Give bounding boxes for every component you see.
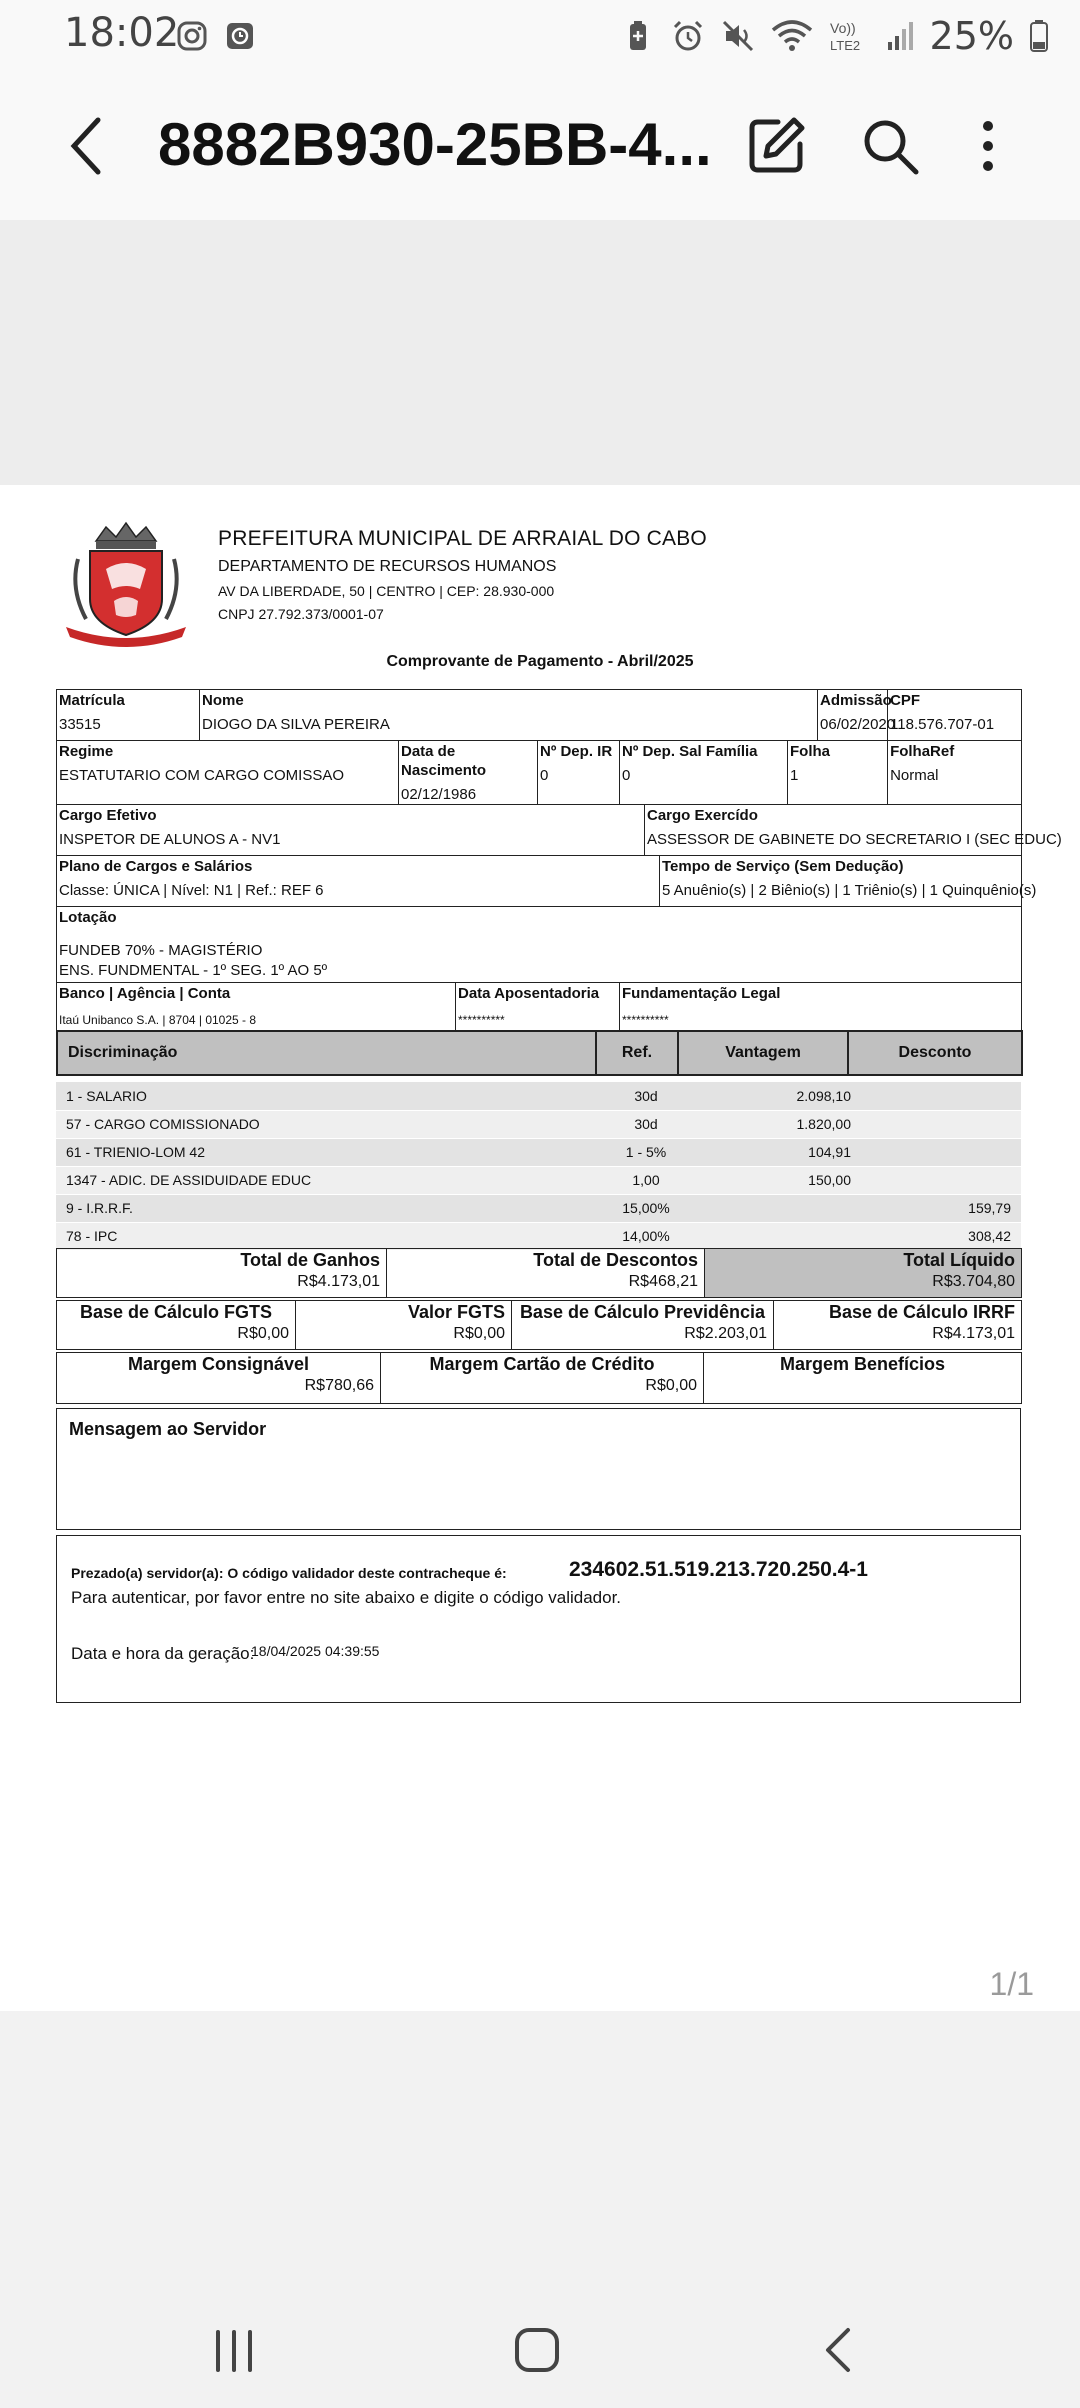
table-row (56, 1166, 1021, 1194)
item-vantagem: 104,91 (716, 1138, 861, 1166)
totals-table (56, 1248, 1022, 1298)
field-lotacao: Lotação FUNDEB 70% - MAGISTÉRIO ENS. FUNDMENTAL - 1º SEG. 1º AO 5º (57, 907, 1022, 983)
battery-percent: 25% (929, 14, 1014, 58)
field-cpf: CPF 118.576.707-01 (888, 690, 1022, 741)
item-desconto (861, 1166, 1021, 1194)
items-table (56, 1082, 1021, 1251)
validation-label: Prezado(a) servidor(a): O código validador deste contracheque é: (71, 1565, 507, 1581)
message-box (56, 1408, 1021, 1530)
field-admissao: Admissão 06/02/2020 (818, 690, 888, 741)
header-discriminacao: Discriminação (57, 1031, 596, 1075)
generation-date-value: 18/04/2025 04:39:55 (251, 1643, 380, 1659)
item-desconto: 308,42 (861, 1222, 1021, 1250)
items-header (56, 1030, 1023, 1076)
org-address: AV DA LIBERDADE, 50 | CENTRO | CEP: 28.930-000 (218, 583, 555, 599)
item-disc: 61 - TRIENIO-LOM 42 (56, 1138, 576, 1166)
employee-info-table (56, 689, 1062, 1034)
signal-icon (886, 18, 916, 54)
organization-info (218, 527, 707, 622)
back-nav-icon[interactable] (800, 2310, 880, 2390)
item-desconto (861, 1138, 1021, 1166)
page-indicator: 1/1 (989, 1966, 1034, 2002)
valor-fgts: Valor FGTS R$0,00 (296, 1301, 512, 1350)
header-desconto: Desconto (848, 1031, 1022, 1075)
more-vert-icon[interactable] (968, 114, 1008, 178)
item-disc: 1347 - ADIC. DE ASSIDUIDADE EDUC (56, 1166, 576, 1194)
message-title: Mensagem ao Servidor (69, 1419, 267, 1439)
table-row (56, 1194, 1021, 1222)
field-folharef: FolhaRef Normal (888, 741, 1022, 805)
recent-apps-icon[interactable] (194, 2310, 274, 2390)
battery-icon (1028, 18, 1050, 54)
generation-date-label: Data e hora da geração: (71, 1644, 255, 1663)
home-icon[interactable] (497, 2310, 577, 2390)
volte-lte2-icon (828, 18, 872, 54)
item-ref: 1,00 (576, 1166, 716, 1194)
mute-icon (720, 18, 756, 54)
item-disc: 57 - CARGO COMISSIONADO (56, 1110, 576, 1138)
status-time: 18:02 (64, 10, 180, 56)
field-nome: Nome DIOGO DA SILVA PEREIRA (200, 690, 818, 741)
svg-text:Vo)): Vo)) (829, 20, 856, 36)
item-ref: 30d (576, 1110, 716, 1138)
item-disc: 1 - SALARIO (56, 1082, 576, 1110)
base-fgts: Base de Cálculo FGTS R$0,00 (57, 1301, 296, 1350)
item-desconto: 159,79 (861, 1194, 1021, 1222)
document-heading: Comprovante de Pagamento - Abril/2025 (386, 653, 694, 670)
status-icons (620, 14, 1050, 58)
pdf-page[interactable] (0, 485, 1080, 2011)
item-ref: 1 - 5% (576, 1138, 716, 1166)
edit-icon[interactable] (744, 114, 808, 178)
item-ref: 15,00% (576, 1194, 716, 1222)
app-bar (0, 72, 1080, 220)
total-ganhos: Total de Ganhos R$4.173,01 (57, 1249, 387, 1298)
document-header (56, 519, 1026, 649)
field-banco: Banco | Agência | Conta Itaú Unibanco S.A. | 8704 | 01025 - 8 (57, 983, 456, 1034)
field-aposentadoria: Data Aposentadoria ********** (456, 983, 620, 1034)
svg-text:LTE2: LTE2 (829, 38, 860, 53)
battery-saver-icon (620, 18, 656, 54)
table-row (56, 1222, 1021, 1250)
total-liquido: Total Líquido R$3.704,80 (705, 1249, 1022, 1298)
margem-cartao: Margem Cartão de Crédito R$0,00 (381, 1353, 704, 1404)
item-ref: 14,00% (576, 1222, 716, 1250)
item-disc: 9 - I.R.R.F. (56, 1194, 576, 1222)
status-bar (0, 0, 1080, 72)
bases-table (56, 1300, 1022, 1350)
margem-beneficios: Margem Benefícios (704, 1353, 1022, 1404)
clock-app-icon (224, 20, 256, 52)
navigation-bar (0, 2290, 1080, 2408)
coat-of-arms-logo (56, 519, 196, 649)
base-previdencia: Base de Cálculo Previdência R$2.203,01 (512, 1301, 774, 1350)
validation-box (56, 1535, 1021, 1703)
margins-table (56, 1352, 1022, 1404)
document-title: 8882B930-25BB-4... (158, 111, 712, 178)
table-row (56, 1110, 1021, 1138)
field-cargo-exercido: Cargo Exercído ASSESSOR DE GABINETE DO SECRETARIO I (SEC EDUC) (645, 805, 1022, 856)
item-vantagem (716, 1194, 861, 1222)
field-tempo-servico: Tempo de Serviço (Sem Dedução) 5 Anuênio(s) | 2 Biênio(s) | 1 Triênio(s) | 1 Quinquênio(s) (660, 856, 1022, 907)
field-fundamentacao: Fundamentação Legal ********** (620, 983, 1022, 1034)
header-vantagem: Vantagem (678, 1031, 848, 1075)
item-vantagem: 150,00 (716, 1166, 861, 1194)
org-cnpj: CNPJ 27.792.373/0001-07 (218, 606, 384, 622)
base-irrf: Base de Cálculo IRRF R$4.173,01 (774, 1301, 1022, 1350)
item-disc: 78 - IPC (56, 1222, 576, 1250)
total-descontos: Total de Descontos R$468,21 (387, 1249, 705, 1298)
search-icon[interactable] (858, 114, 922, 178)
validation-code: 234602.51.519.213.720.250.4-1 (569, 1558, 868, 1581)
item-desconto (861, 1110, 1021, 1138)
back-arrow-icon[interactable] (58, 110, 118, 182)
header-ref: Ref. (596, 1031, 678, 1075)
field-regime: Regime ESTATUTARIO COM CARGO COMISSAO (57, 741, 399, 805)
item-vantagem: 2.098,10 (716, 1082, 861, 1110)
item-desconto (861, 1082, 1021, 1110)
viewer-background (0, 220, 1080, 485)
field-cargo-efetivo: Cargo Efetivo INSPETOR DE ALUNOS A - NV1 (57, 805, 645, 856)
field-matricula: Matrícula 33515 (57, 690, 200, 741)
item-vantagem: 1.820,00 (716, 1110, 861, 1138)
field-plano-cargos: Plano de Cargos e Salários Classe: ÚNICA | Nível: N1 | Ref.: REF 6 (57, 856, 660, 907)
org-department: DEPARTAMENTO DE RECURSOS HUMANOS (218, 558, 557, 575)
margem-consignavel: Margem Consignável R$780,66 (57, 1353, 381, 1404)
field-dep-ir: Nº Dep. IR 0 (538, 741, 620, 805)
instagram-icon (176, 20, 208, 52)
table-row (56, 1138, 1021, 1166)
item-vantagem (716, 1222, 861, 1250)
validation-instructions: Para autenticar, por favor entre no site abaixo e digite o código validador. (71, 1588, 622, 1607)
alarm-icon (670, 18, 706, 54)
wifi-icon (770, 18, 814, 54)
field-nascimento: Data de Nascimento 02/12/1986 (399, 741, 538, 805)
field-folha: Folha 1 (788, 741, 888, 805)
org-name: PREFEITURA MUNICIPAL DE ARRAIAL DO CABO (218, 527, 707, 550)
field-dep-sal: Nº Dep. Sal Família 0 (620, 741, 788, 805)
item-ref: 30d (576, 1082, 716, 1110)
table-row (56, 1082, 1021, 1110)
